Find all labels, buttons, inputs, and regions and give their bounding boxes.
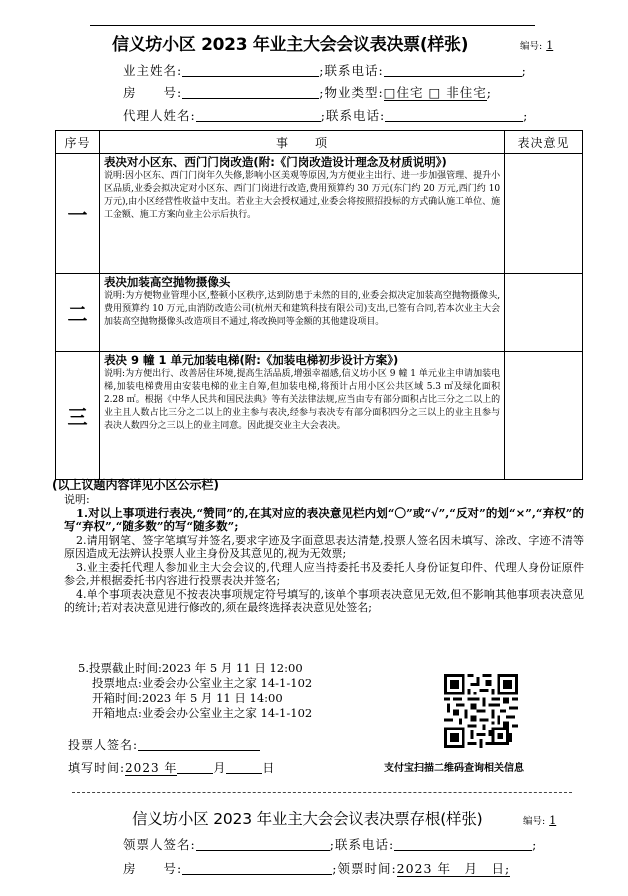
open-place: 开箱地点:业委会办公室业主之家 14-1-102 [92, 706, 313, 720]
receiver-field[interactable] [196, 836, 330, 851]
property-type-label: 物业类型: [324, 85, 384, 100]
table-row [56, 154, 583, 274]
agent-phone-field[interactable] [385, 107, 523, 122]
item-explanation: 说明:因小区东、西门门岗年久失修,影响小区美观等原因,为方便业主出行、进一步加强管理、提升小区品质,业委会拟决定对小区东、西门门岗进行改造,费用预算约 30 万元(东门约 20 万元,西门约 10 万元),由小区经营性收益中支出。若业主大会授权通过,业委会将按照招投标的方式确认施工单位、施工金额、施工方案向业主公示后执行。 [103, 170, 501, 220]
stub-serial-number: 编号: 1 [523, 814, 557, 827]
instruction-1: 1.对以上事项进行表决,“赞同”的,在其对应的表决意见栏内划“〇”或“√”,“反对”的划“×”,“弃权”的写“弃权”,“随多数”的写“随多数”; [64, 505, 584, 533]
owner-name-label: 业主姓名: [123, 63, 183, 78]
instruction-3: 3.业主委托代理人参加业主大会会议的,代理人应当持委托书及委托人身份证复印件、代理人身份证原件参会,并根据委托书内容进行投票表决并签名; [64, 560, 584, 587]
header-item: 事 项 [99, 131, 504, 154]
table-row [56, 274, 583, 352]
table-row [56, 352, 583, 480]
item-explanation: 说明:为方便出行、改善居住环境,提高生活品质,增强幸福感,信义坊小区 9 幢 1 单元业主申请加装电梯,加装电梯费用由安装电梯的业主自筹,但加装电梯,将预计占用小区公共区域 5.3 ㎡及绿化面积 2.28 ㎡。根据《中华人民共和国民法典》等有关法律法规,应当由专有部分面积占比三分之二以上的业主且人数占比三分之二以上的业主参与表决,经参与表决专有部分面积四分之三以上的业主且参与表决人数四分之三以上的业主同意。因此提交业主大会表决。 [103, 368, 501, 431]
agent-phone-label: 联系电话: [325, 108, 386, 123]
voter-sign-label: 投票人签名: [68, 738, 139, 752]
receiver-label: 领票人签名: [123, 837, 196, 852]
header [0, 33, 628, 57]
fill-time-label: 填写时间: [68, 761, 126, 775]
agent-name-label: 代理人姓名: [123, 108, 196, 123]
qr-caption: 支付宝扫描二维码查询相关信息 [384, 763, 524, 774]
qr-code[interactable] [444, 674, 518, 748]
fill-month-field[interactable] [177, 759, 213, 774]
fill-year[interactable]: 2023 年 [125, 761, 178, 775]
form-row-room: 房 号: ;物业类型:□住宅 □ 非住宅; [123, 85, 492, 100]
instructions-label: 说明: [64, 493, 90, 506]
notice-reference: (以上议题内容详见小区公示栏) [52, 478, 219, 492]
tear-line [72, 792, 572, 793]
row-number: 一 [56, 154, 100, 274]
room-field[interactable] [182, 84, 319, 99]
receive-time-label: 领票时间: [337, 861, 397, 876]
owner-name-field[interactable] [182, 62, 319, 77]
top-rule [90, 25, 535, 26]
agent-name-field[interactable] [196, 107, 321, 122]
open-time: 开箱时间:2023 年 5 月 11 日 14:00 [92, 691, 283, 705]
fill-time [68, 759, 275, 776]
item-title: 表决 9 幢 1 单元加装电梯(附:《加装电梯初步设计方案》) [103, 353, 399, 367]
header-no: 序号 [56, 131, 100, 154]
instructions [64, 493, 584, 615]
item-explanation: 说明:为方便物业管理小区,整顿小区秩序,达到防患于未然的目的,业委会拟决定加装高空抛物摄像头,费用预算约 10 万元,由消防改造公司(杭州天和建筑科技有限公司)支出,已签有合同,若本次业主大会加装高空抛物摄像头改造项目不通过,将改换同等金额的其他建设项目。 [103, 290, 501, 327]
stub-row-room: 房 号: ;领票时间:2023 年 月 日; [123, 861, 511, 876]
voter-signature [68, 736, 260, 753]
stub-phone-field[interactable] [394, 836, 532, 851]
receive-time-value[interactable]: 2023 年 月 日; [396, 861, 511, 876]
voter-sign-field[interactable] [138, 736, 260, 751]
row-number: 二 [56, 274, 100, 352]
serial-number: 编号: 1 [520, 39, 554, 52]
stub-room-label: 房 号: [123, 861, 183, 876]
stub-room-field[interactable] [182, 860, 332, 875]
ballot-title: 信义坊小区 2023 年业主大会会议表决票(样张) [112, 35, 469, 55]
table-header-row [56, 131, 583, 154]
opinion-cell[interactable] [505, 352, 583, 480]
phone-label: 联系电话: [324, 63, 384, 78]
row-item [99, 154, 504, 274]
stub-title: 信义坊小区 2023 年业主大会会议表决票存根(样张) [132, 810, 483, 828]
opinion-cell[interactable] [505, 154, 583, 274]
schedule [78, 661, 312, 721]
stub-phone-label: 联系电话: [334, 837, 395, 852]
phone-field[interactable] [384, 62, 522, 77]
instruction-4: 4.单个事项表决意见不按表决事项规定符号填写的,该单个事项表决意见无效,但不影响其他事项表决意见的统计;若对表决意见进行修改的,须在最终选择表决意见处签名; [64, 587, 584, 614]
property-type-options[interactable]: □住宅 □ 非住宅 [383, 85, 487, 100]
fill-month-label: 月 [213, 761, 227, 775]
vote-place: 投票地点:业委会办公室业主之家 14-1-102 [92, 676, 313, 690]
vote-deadline: 5.投票截止时间:2023 年 5 月 11 日 12:00 [78, 661, 303, 675]
item-title: 表决对小区东、西门门岗改造(附:《门岗改造设计理念及材质说明》) [103, 155, 447, 169]
row-item [99, 352, 504, 480]
header-opinion: 表决意见 [505, 131, 583, 154]
voting-table [55, 130, 583, 480]
item-title: 表决加装高空抛物摄像头 [103, 275, 231, 289]
row-number: 三 [56, 352, 100, 480]
form-row-owner: 业主姓名: ;联系电话: ; [123, 63, 527, 78]
room-label: 房 号: [123, 85, 183, 100]
opinion-cell[interactable] [505, 274, 583, 352]
stub-row-receiver: 领票人签名: ;联系电话: ; [123, 837, 538, 852]
form-row-agent: 代理人姓名: ;联系电话: ; [123, 108, 529, 123]
row-item [99, 274, 504, 352]
instruction-2: 2.请用钢笔、签字笔填写并签名,要求字迹及字面意思表达清楚,投票人签名因未填写、涂改、字迹不清等原因造成无法辨认投票人业主身份及其意见的,视为无效票; [64, 533, 584, 560]
fill-day-label: 日 [262, 761, 276, 775]
fill-day-field[interactable] [226, 759, 262, 774]
